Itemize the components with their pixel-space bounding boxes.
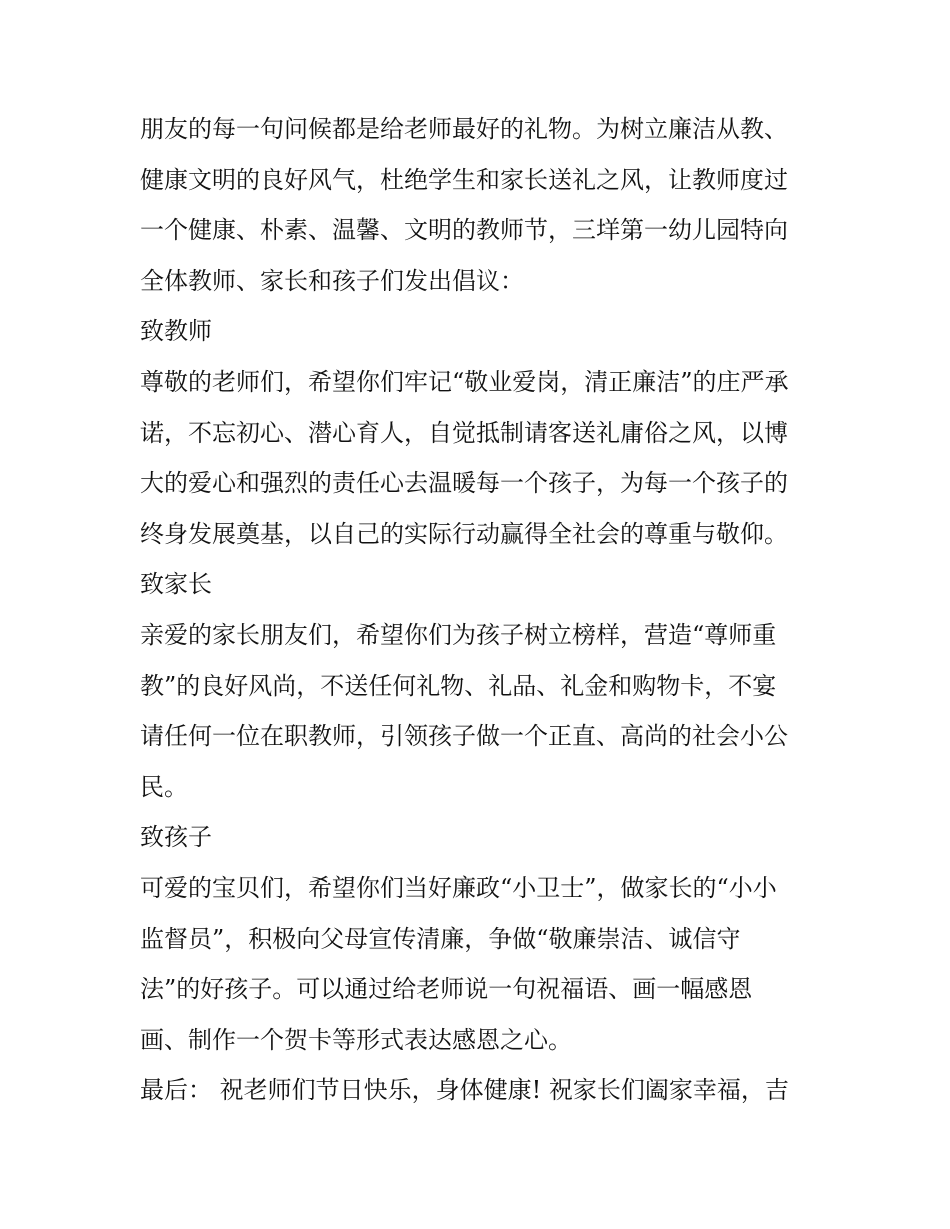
text-line: 朋友的每一句问候都是给老师最好的礼物。为树立廉洁从教、 (140, 115, 788, 143)
section-heading-teachers: 致教师 (140, 317, 212, 346)
text-line: 民。 (140, 772, 188, 801)
text-line: 法”的好孩子。可以通过给老师说一句祝福语、画一幅感恩 (140, 975, 753, 1004)
text-line: 画、制作一个贺卡等形式表达感恩之心。 (140, 1025, 572, 1054)
document-body (140, 104, 820, 1116)
text-line: 全体教师、家长和孩子们发出倡议： (140, 266, 524, 295)
text-line: 尊敬的老师们，希望你们牢记“敬业爱岗，清正廉洁”的庄严承 (140, 367, 789, 396)
text-line: 亲爱的家长朋友们，希望你们为孩子树立榜样，营造“尊师重 (140, 620, 777, 649)
section-heading-parents: 致家长 (140, 570, 212, 599)
text-line: 一个健康、朴素、温馨、文明的教师节，三垟第一幼儿园特向 (140, 216, 788, 245)
text-line: 请任何一位在职教师，引领孩子做一个正直、高尚的社会小公 (140, 722, 788, 751)
section-heading-children: 致孩子 (140, 823, 212, 852)
closing-line: 最后： 祝老师们节日快乐，身体健康! 祝家长们阖家幸福，吉 (140, 1076, 789, 1105)
text-line: 可爱的宝贝们，希望你们当好廉政“小卫士”，做家长的“小小 (140, 873, 777, 902)
text-line: 教”的良好风尚，不送任何礼物、礼品、礼金和购物卡，不宴 (140, 671, 777, 700)
text-line: 健康文明的良好风气，杜绝学生和家长送礼之风，让教师度过 (140, 165, 788, 194)
text-line: 监督员”，积极向父母宣传清廉，争做“敬廉崇洁、诚信守 (140, 924, 741, 953)
text-line: 终身发展奠基，以自己的实际行动赢得全社会的尊重与敬仰。 (140, 519, 788, 548)
text-line: 诺，不忘初心、潜心育人，自觉抵制请客送礼庸俗之风，以博 (140, 418, 788, 447)
text-line: 大的爱心和强烈的责任心去温暖每一个孩子，为每一个孩子的 (140, 469, 788, 498)
